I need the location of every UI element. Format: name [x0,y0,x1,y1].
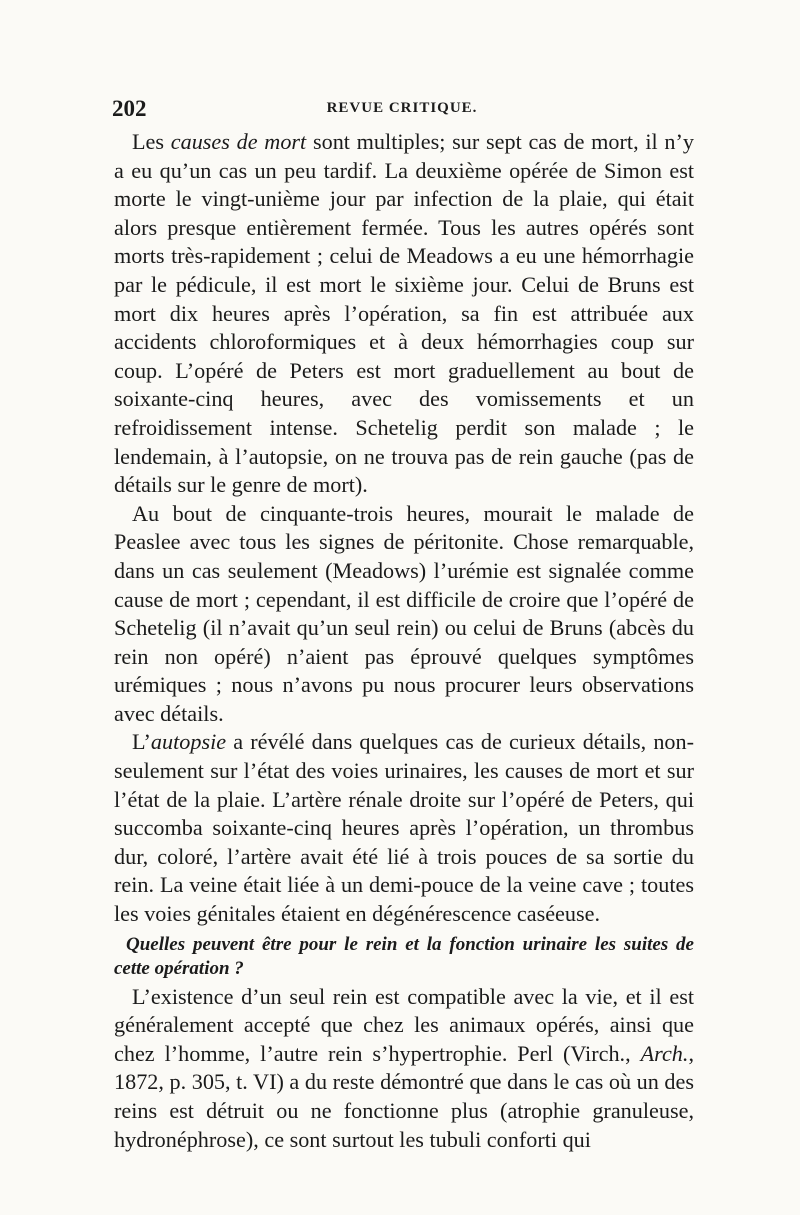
text-run: Au bout de cinquante-trois heures, mourait le malade de Peaslee avec tous les signes de péritonite. Chose remarquable, dans un cas seulement (Meadows) l’urémie est signalée comme cause de mort ; cependant, il est difficile de croire que l’opéré de Schetelig (il n’avait qu’un seul rein) ou celui de Bruns (abcès du rein non opéré) n’aient pas éprouvé quelques symptômes urémiques ; nous n’avons pu nous procurer leurs observations avec détails. [114,500,694,726]
italic-text: causes de mort [170,129,307,154]
text-run: , 1872, p. 305, t. VI) a du reste démontré que dans le cas où un des reins est détruit ou ne fonctionne plus (atrophie granuleuse, hydronéphrose), ce sont surtout les tubuli conforti qui [114,1040,694,1152]
paragraph [114,128,694,500]
text-run: a révélé dans quelques cas de curieux détails, non-seulement sur l’état des voies urinaires, les causes de mort et sur l’état de la plaie. L’artère rénale droite sur l’opéré de Peters, qui succomba soixante-cinq heures après l’opération, un thrombus dur, coloré, l’artère avait été lié à trois pouces de sa sortie du rein. La veine était liée à un demi-pouce de la veine cave ; toutes les voies génitales étaient en dégénérescence caséeuse. [114,729,694,927]
text-run: L’ [132,729,151,755]
paragraph [114,728,694,928]
section-question [114,933,694,981]
paragraph [114,983,694,1155]
text-run: sont multiples; sur sept cas de mort, il n’y a eu qu’un cas un peu tardif. La deuxième opérée de Simon est morte le vingt-unième jour par infection de la plaie, qui était alors presque entièrement fermée. Tous les autres opérés sont morts très-rapidement ; celui de Meadows a eu une hémorrhagie par le pédicule, il est mort le sixième jour. Celui de Bruns est mort dix heures après l’opération, sa fin est attribuée aux accidents chloroformiques et à deux hémorrhagies coup sur coup. L’opéré de Peters est mort graduellement au bout de soixante-cinq heures, avec des vomissements et un refroidissement intense. Schetelig perdit son malade ; le lendemain, à l’autopsie, on ne trouva pas de rein gauche (pas de détails sur le genre de mort). [114,129,694,498]
running-title: REVUE CRITIQUE. [326,100,478,116]
body-text [114,128,694,1154]
page-number: 202 [112,96,147,121]
italic-text: Arch. [640,1040,689,1066]
italic-text: autopsie [150,729,227,755]
text-run: Les [132,129,171,154]
italic-text: Quelles peuvent être pour le rein et la fonction urinaire les suites de cette opération ? [114,933,694,979]
paragraph [114,500,694,729]
text-run: L’existence d’un seul rein est compatible avec la vie, et il est généralement accepté que chez les animaux opérés, ainsi que chez l’homme, l’autre rein s’hypertrophie. Perl (Virch., [114,983,694,1066]
page-header [112,96,692,126]
